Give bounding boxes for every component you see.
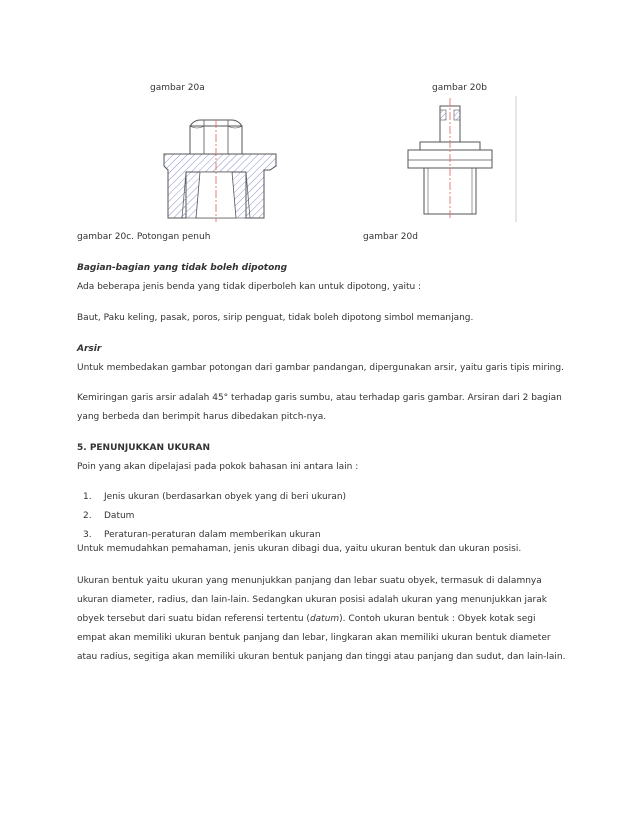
list-text: Datum bbox=[104, 511, 135, 521]
list-item bbox=[77, 488, 577, 507]
paragraph-arsir-1: Untuk membedakan gambar potongan dari gambar pandangan, dipergunakan arsir, yaitu garis tipis miring. bbox=[77, 363, 564, 373]
datum-emphasis: datum bbox=[309, 614, 340, 624]
paragraph-no-cut-list: Baut, Paku keling, pasak, poros, sirip penguat, tidak boleh dipotong simbol memanjang. bbox=[77, 313, 474, 323]
caption-gambar-20d: gambar 20d bbox=[363, 232, 418, 242]
caption-gambar-20c: gambar 20c. Potongan penuh bbox=[77, 232, 211, 242]
paragraph-ukuran-2-line-3 bbox=[77, 610, 577, 629]
paragraph-ukuran-2-line-1: Ukuran bentuk yaitu ukuran yang menunjukkan panjang dan lebar suatu obyek, termasuk di dalamnya bbox=[77, 576, 542, 586]
paragraph-arsir-2-line-2: yang berbeda dan berimpit harus dibedakan pitch-nya. bbox=[77, 412, 327, 422]
list-ukuran-topics bbox=[77, 488, 577, 545]
paragraph-no-cut-intro: Ada beberapa jenis benda yang tidak diperboleh kan untuk dipotong, yaitu : bbox=[77, 282, 422, 292]
list-number: 2. bbox=[83, 511, 92, 521]
caption-gambar-20b: gambar 20b bbox=[432, 83, 487, 93]
paragraph-arsir-2-line-1: Kemiringan garis arsir adalah 45° terhadap garis sumbu, atau terhadap garis gambar. Arsiran dari 2 bagian bbox=[77, 393, 562, 403]
list-number: 3. bbox=[83, 530, 92, 540]
paragraph-ukuran-intro: Poin yang akan dipelajasi pada pokok bahasan ini antara lain : bbox=[77, 462, 359, 472]
text-segment: obyek tersebut dari suatu bidan referensi tertentu ( bbox=[77, 614, 310, 624]
heading-arsir: Arsir bbox=[77, 344, 102, 354]
figure-bolt-drawing bbox=[406, 96, 518, 222]
paragraph-ukuran-1: Untuk memudahkan pemahaman, jenis ukuran dibagi dua, yaitu ukuran bentuk dan ukuran posisi. bbox=[77, 544, 522, 554]
figure-full-section-drawing bbox=[160, 118, 290, 224]
text-segment: ). Contoh ukuran bentuk : Obyek kotak segi bbox=[339, 614, 536, 624]
heading-no-cut-parts: Bagian-bagian yang tidak boleh dipotong bbox=[77, 263, 288, 273]
paragraph-ukuran-2-line-2: ukuran diameter, radius, dan lain-lain. Sedangkan ukuran posisi adalah ukuran yang menunjukkan jarak bbox=[77, 595, 547, 605]
list-text: Peraturan-peraturan dalam memberikan ukuran bbox=[104, 530, 321, 540]
paragraph-ukuran-2-line-5: atau radius, segitiga akan memiliki ukuran bentuk panjang dan tinggi atau panjang dan sudut, dan lain-lain. bbox=[77, 652, 566, 662]
list-text: Jenis ukuran (berdasarkan obyek yang di beri ukuran) bbox=[104, 492, 347, 502]
list-item bbox=[77, 507, 577, 526]
heading-penunjukkan-ukuran: 5. PENUNJUKKAN UKURAN bbox=[77, 443, 211, 453]
paragraph-ukuran-2-line-4: empat akan memiliki ukuran bentuk panjang dan lebar, lingkaran akan memiliki ukuran bentuk diameter bbox=[77, 633, 551, 643]
caption-gambar-20a: gambar 20a bbox=[150, 83, 205, 93]
list-number: 1. bbox=[83, 492, 92, 502]
